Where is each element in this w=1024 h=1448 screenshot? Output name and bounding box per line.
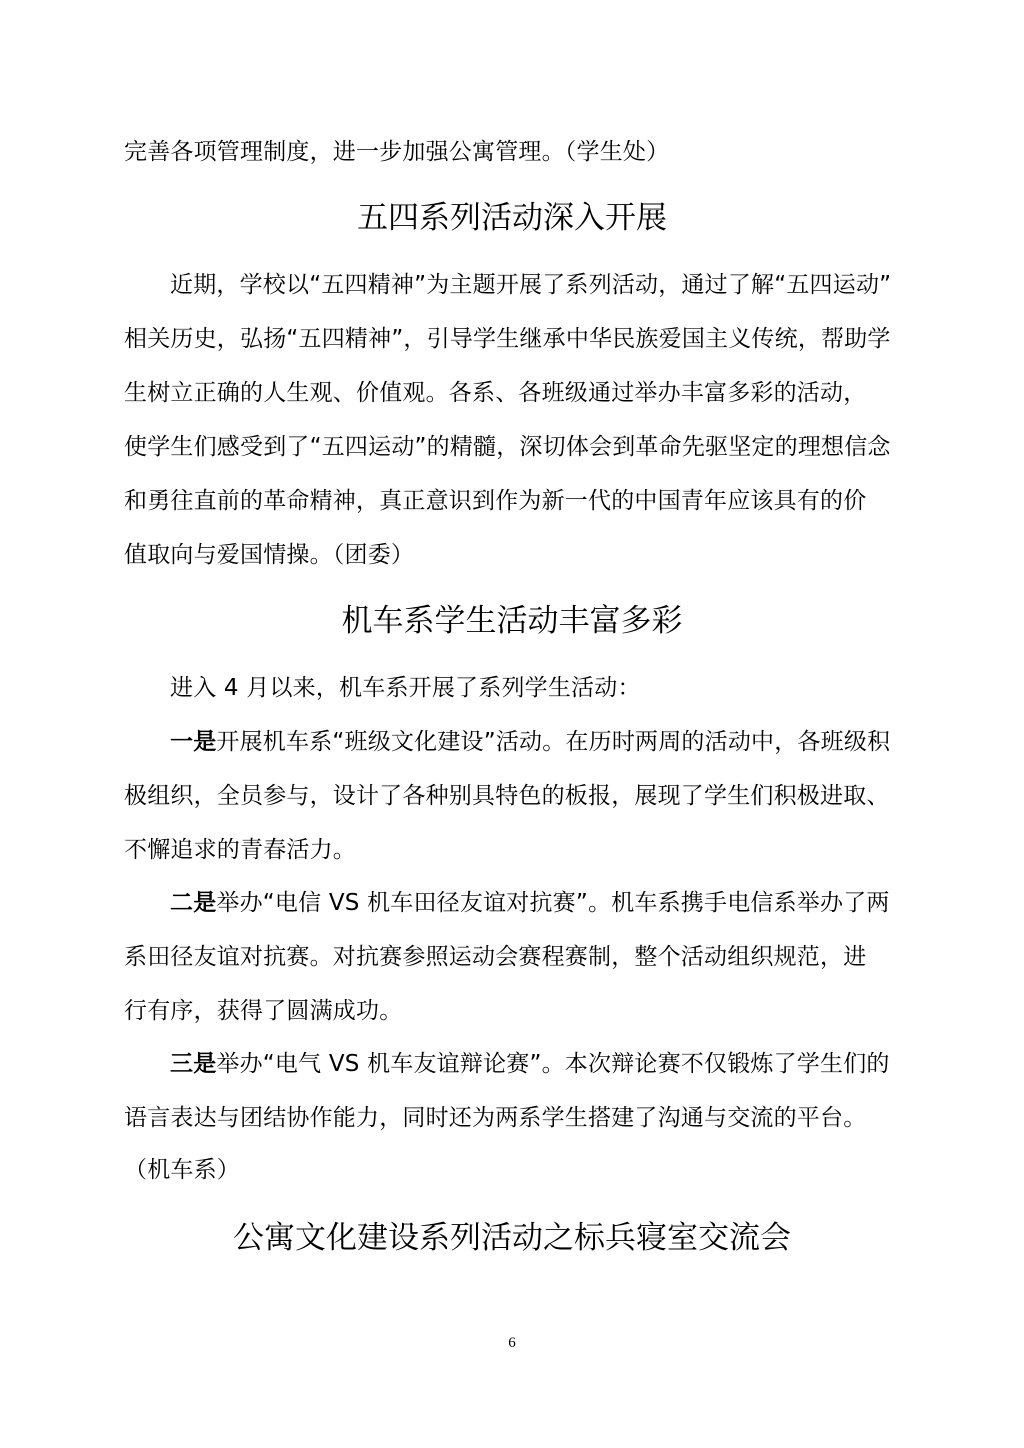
body-text-line: 生树立正确的人生观、价值观。各系、各班级通过举办丰富多彩的活动， — [124, 380, 867, 406]
body-text-line: 相关历史，弘扬“五四精神”，引导学生继承中华民族爱国主义传统，帮助学 — [124, 326, 891, 352]
body-text-line: 值取向与爱国情操。（团委） — [124, 542, 415, 568]
body-text-line: 和勇往直前的革命精神，真正意识到作为新一代的中国青年应该具有的价 — [124, 488, 867, 514]
list-item-first-line — [170, 1049, 904, 1079]
article-title: 机车系学生活动丰富多彩 — [341, 603, 683, 639]
list-item-first-line — [170, 888, 904, 918]
body-text-line: 近期，学校以“五四精神”为主题开展了系列活动，通过了解“五四运动” — [170, 272, 892, 298]
body-text-line: 进入 4 月以来，机车系开展了系列学生活动： — [170, 675, 641, 701]
list-item-text: 开展机车系“班级文化建设”活动。在历时两周的活动中，各班级积 — [216, 729, 891, 755]
list-item-first-line — [170, 727, 904, 757]
body-text-line: 不懈追求的青春活力。 — [124, 837, 356, 863]
body-text-line: 行有序，获得了圆满成功。 — [124, 998, 403, 1024]
article-title: 五四系列活动深入开展 — [357, 200, 667, 236]
body-text-line: 系田径友谊对抗赛。对抗赛参照运动会赛程赛制，整个活动组织规范，进 — [124, 944, 867, 970]
list-item-text: 举办“电气 VS 机车友谊辩论赛”。本次辩论赛不仅锻炼了学生们的 — [216, 1051, 890, 1077]
body-text-line: 使学生们感受到了“五四运动”的精髓，深切体会到革命先驱坚定的理想信念 — [124, 434, 891, 460]
list-item-lead: 二是 — [170, 890, 217, 916]
body-text-line: （机车系） — [124, 1157, 240, 1183]
page-number: 6 — [508, 1335, 516, 1351]
body-text-line: 语言表达与团结协作能力，同时还为两系学生搭建了沟通与交流的平台。 — [124, 1105, 867, 1131]
body-text-line: 完善各项管理制度，进一步加强公寓管理。（学生处） — [124, 139, 670, 165]
list-item-lead: 一是 — [170, 729, 217, 755]
body-text-line: 极组织，全员参与，设计了各种别具特色的板报，展现了学生们积极进取、 — [124, 783, 890, 809]
article-title: 公寓文化建设系列活动之标兵寝室交流会 — [233, 1220, 791, 1256]
list-item-lead: 三是 — [170, 1051, 217, 1077]
list-item-text: 举办“电信 VS 机车田径友谊对抗赛”。机车系携手电信系举办了两 — [216, 890, 890, 916]
